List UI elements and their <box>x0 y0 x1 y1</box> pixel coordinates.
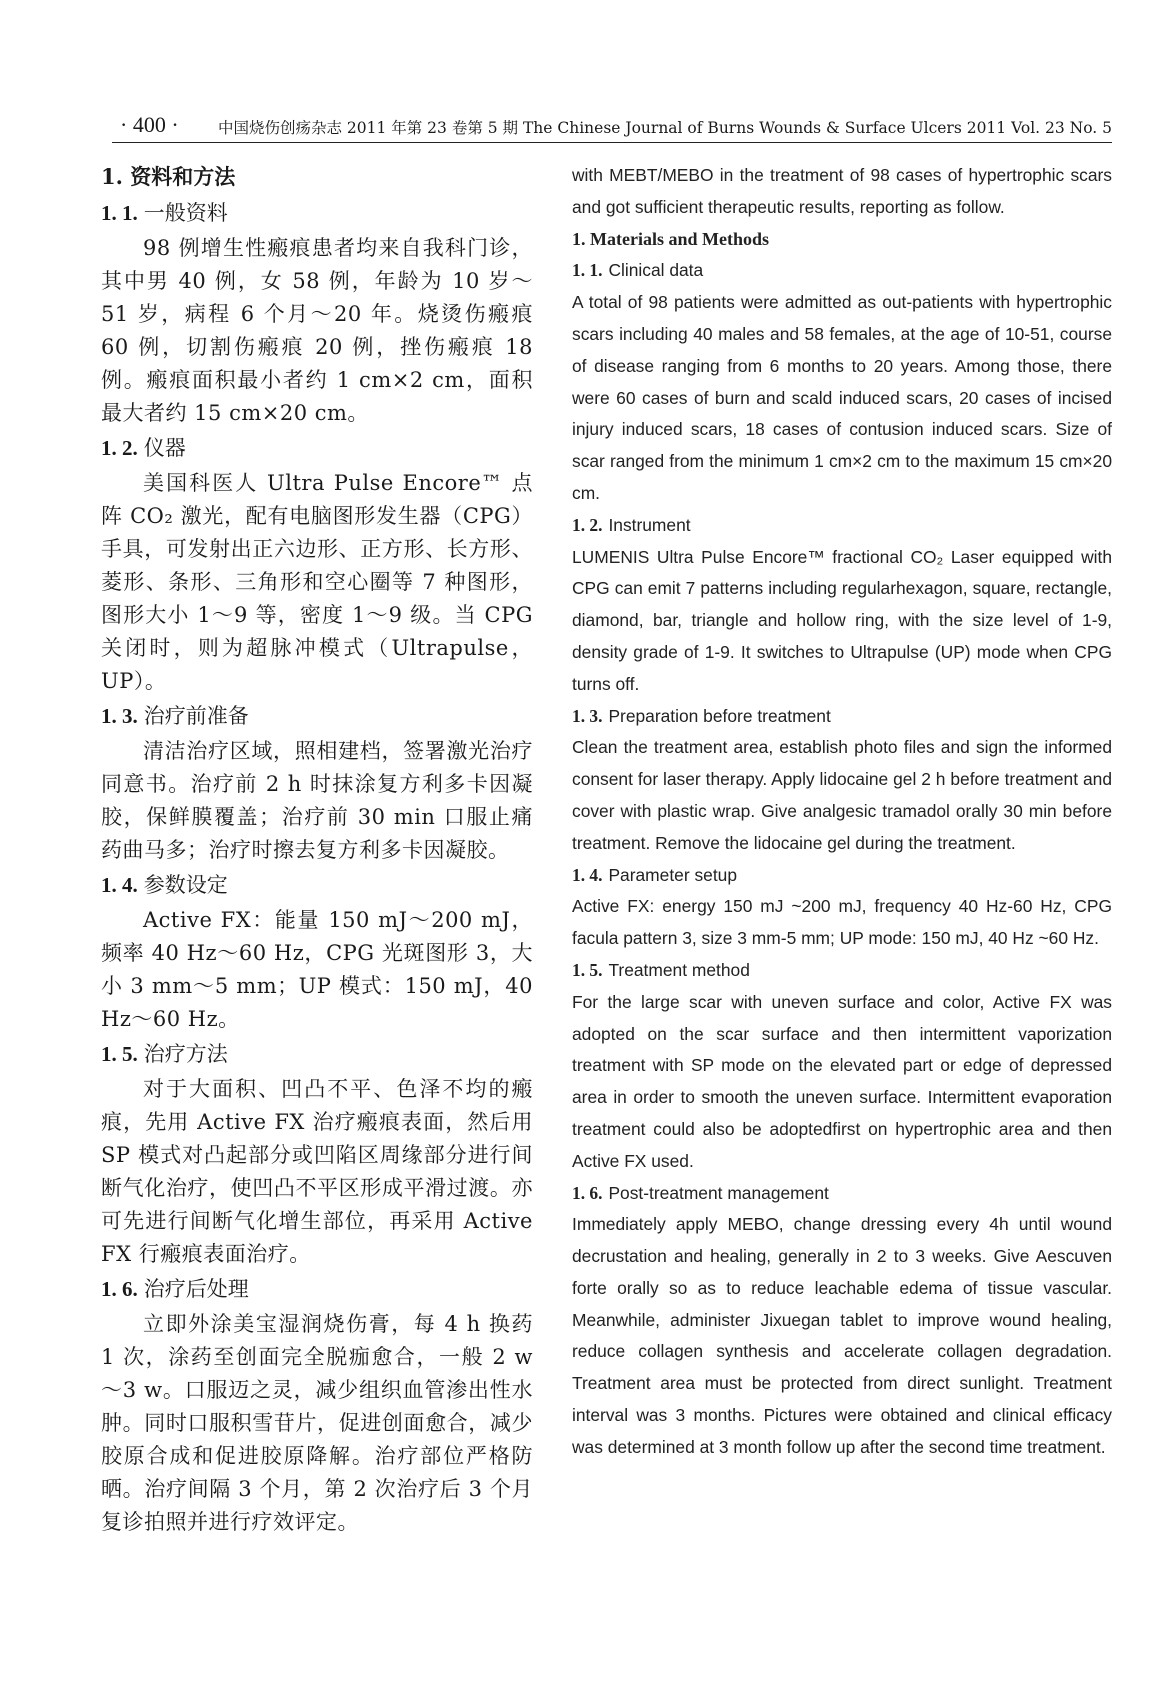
page-header <box>112 108 1112 143</box>
subsection-title: Parameter setup <box>608 864 737 885</box>
subsection-heading-en <box>572 1178 1112 1210</box>
subsection-title: Preparation before treatment <box>608 705 831 726</box>
subsection-heading-en <box>572 510 1112 542</box>
subsection-heading-en <box>572 860 1112 892</box>
paragraph-en: For the large scar with uneven surface and color, Active FX was adopted on the scar surface and then intermittent vaporization treatment with SP mode on the elevated part or edge of depressed area in order to smooth the uneven surface. Intermittent evaporation treatment could also be adoptedfirst on hypertrophic area and then Active FX used. <box>572 991 1112 1171</box>
subsection-title: Post-treatment management <box>608 1182 829 1203</box>
subsection-number: 1. 2. <box>101 436 138 460</box>
subsection-title: 治疗后处理 <box>143 1277 249 1301</box>
subsection-heading-cn <box>101 197 533 230</box>
paragraph-cn: Active FX：能量 150 mJ～200 mJ，频率 40 Hz～60 Hz，CPG 光斑图形 3，大小 3 mm～5 mm；UP 模式：150 mJ，40 Hz～60 Hz。 <box>101 908 533 1031</box>
subsection-heading-cn <box>101 700 533 733</box>
section-heading-en: 1. Materials and Methods <box>572 228 769 249</box>
subsection-title: Treatment method <box>608 959 750 980</box>
paragraph-en: LUMENIS Ultra Pulse Encore™ fractional CO₂ Laser equipped with CPG can emit 7 patterns including regularhexagon, square, rectangle, diamond, bar, triangle and hollow ring, with the size level of 1-9, density grade of 1-9. It switches to Ultrapulse (UP) mode when CPG turns off. <box>572 546 1112 694</box>
subsection-number: 1. 5. <box>101 1042 138 1066</box>
subsection-heading-cn <box>101 1038 533 1071</box>
subsection-heading-en <box>572 701 1112 733</box>
subsection-number: 1. 5. <box>572 959 603 980</box>
paragraph-cn: 98 例增生性瘢痕患者均来自我科门诊，其中男 40 例，女 58 例，年龄为 10 岁～51 岁，病程 6 个月～20 年。烧烫伤瘢痕 60 例，切割伤瘢痕 20 例，挫伤瘢痕 18 例。瘢痕面积最小者约 1 cm×2 cm，面积最大者约 15 cm×20 cm。 <box>101 236 533 425</box>
subsection-title: 仪器 <box>143 436 186 460</box>
subsection-heading-cn <box>101 1273 533 1306</box>
subsection-title: Clinical data <box>608 260 704 281</box>
english-column <box>572 160 1112 1464</box>
subsection-number: 1. 3. <box>101 704 138 728</box>
chinese-column <box>101 160 533 1541</box>
subsection-heading-en <box>572 955 1112 987</box>
paragraph-en: A total of 98 patients were admitted as out-patients with hypertrophic scars including 40 males and 58 females, at the age of 10-51, course of disease ranging from 6 months to 20 years. Among those, there were 60 cases of burn and scald induced scars, 20 cases of incised injury induced scars, 18 cases of contusion induced scars. Size of scar ranged from the minimum 1 cm×2 cm to the maximum 15 cm×20 cm. <box>572 292 1112 503</box>
subsection-number: 1. 4. <box>101 873 138 897</box>
subsection-number: 1. 6. <box>572 1182 603 1203</box>
paragraph-en: Clean the treatment area, establish photo files and sign the informed consent for laser therapy. Apply lidocaine gel 2 h before treatment and cover with plastic wrap. Give analgesic tramadol orally 30 min before treatment. Remove the lidocaine gel during the treatment. <box>572 737 1112 853</box>
subsection-number: 1. 2. <box>572 514 603 535</box>
running-head: 中国烧伤创疡杂志 2011 年第 23 卷第 5 期 The Chinese Journal of Burns Wounds & Surface Ulcers 2011 Vol. 23 No. 5 <box>217 119 1112 137</box>
page-number: · 400 · <box>120 112 179 137</box>
section-heading-cn: 1. 资料和方法 <box>101 164 236 189</box>
subsection-title: 治疗前准备 <box>143 704 249 728</box>
paragraph-en: Immediately apply MEBO, change dressing every 4h until wound decrustation and healing, generally in 2 to 3 weeks. Give Aescuven forte orally so as to reduce leachable edema of tissue vascular. Meanwhile, administer Jixuegan tablet to improve wound healing, reduce collagen synthesis and accelerate collagen degradation. Treatment area must be protected from direct sunlight. Treatment interval was 3 months. Pictures were obtained and clinical efficacy was determined at 3 month follow up after the second time treatment. <box>572 1214 1112 1457</box>
subsection-title: Instrument <box>608 514 691 535</box>
subsection-number: 1. 6. <box>101 1277 138 1301</box>
subsection-title: 参数设定 <box>143 873 228 897</box>
subsection-number: 1. 1. <box>572 260 603 281</box>
paragraph-cn: 立即外涂美宝湿润烧伤膏，每 4 h 换药 1 次，涂药至创面完全脱痂愈合，一般 2 w～3 w。口服迈之灵，减少组织血管渗出性水肿。同时口服积雪苷片，促进创面愈合，减少胶原合成和促进胶原降解。治疗部位严格防晒。治疗间隔 3 个月，第 2 次治疗后 3 个月复诊拍照并进行疗效评定。 <box>101 1312 533 1534</box>
subsection-title: 治疗方法 <box>143 1042 228 1066</box>
subsection-heading-en <box>572 255 1112 287</box>
subsection-number: 1. 1. <box>101 201 138 225</box>
subsection-heading-cn <box>101 869 533 902</box>
paragraph-en: Active FX: energy 150 mJ ~200 mJ, frequency 40 Hz-60 Hz, CPG facula pattern 3, size 3 mm-5 mm; UP mode: 150 mJ, 40 Hz ~60 Hz. <box>572 896 1112 949</box>
paragraph-cn: 清洁治疗区域，照相建档，签署激光治疗同意书。治疗前 2 h 时抹涂复方利多卡因凝胶，保鲜膜覆盖；治疗前 30 min 口服止痛药曲马多；治疗时擦去复方利多卡因凝胶。 <box>101 739 533 862</box>
subsection-heading-cn <box>101 432 533 465</box>
paragraph-cn: 对于大面积、凹凸不平、色泽不均的瘢痕，先用 Active FX 治疗瘢痕表面，然后用 SP 模式对凸起部分或凹陷区周缘部分进行间断气化治疗，使凹凸不平区形成平滑过渡。亦可先进行间断气化增生部位，再采用 Active FX 行瘢痕表面治疗。 <box>101 1077 533 1266</box>
subsection-title: 一般资料 <box>143 201 228 225</box>
subsection-number: 1. 4. <box>572 864 603 885</box>
intro-paragraph-en: with MEBT/MEBO in the treatment of 98 cases of hypertrophic scars and got sufficient therapeutic results, reporting as follow. <box>572 165 1112 217</box>
subsection-number: 1. 3. <box>572 705 603 726</box>
paragraph-cn: 美国科医人 Ultra Pulse Encore™ 点阵 CO₂ 激光，配有电脑图形发生器（CPG）手具，可发射出正六边形、正方形、长方形、菱形、条形、三角形和空心圈等 7 种图形，图形大小 1～9 等，密度 1～9 级。当 CPG 关闭时，则为超脉冲模式（Ultrapulse，UP）。 <box>101 471 533 693</box>
